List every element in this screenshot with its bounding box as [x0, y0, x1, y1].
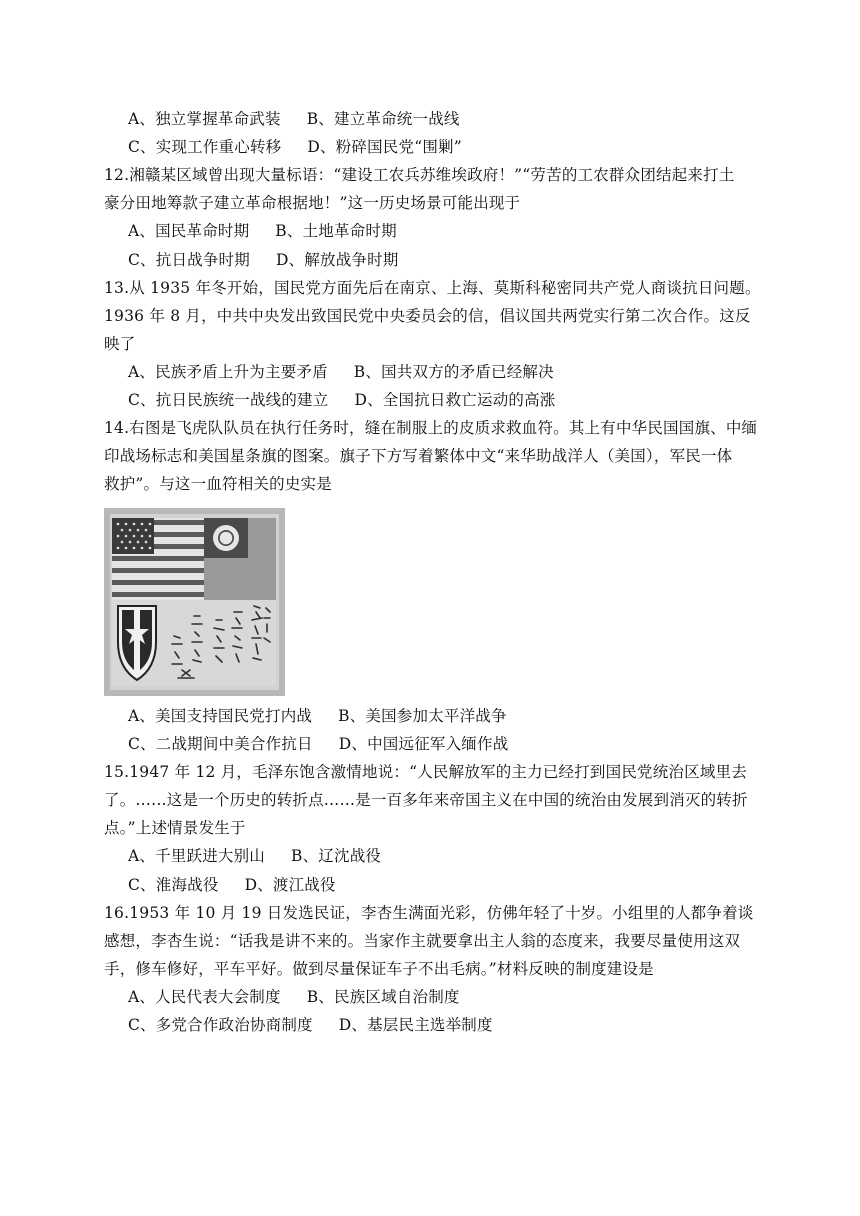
q12-stem-line-2: 豪分田地筹款子建立革命根据地！”这一历史场景可能出现于 [104, 194, 521, 212]
q15-stem-line-3: 点。”上述情景发生于 [104, 819, 246, 837]
q13-stem-line-1: 13.从 1935 年冬开始，国民党方面先后在南京、上海、莫斯科秘密同共产党人商谈抗日问题。 [104, 279, 761, 297]
q16-option-d: D、基层民主选举制度 [338, 1016, 493, 1034]
q13-option-a: A、民族矛盾上升为主要矛盾 [128, 363, 328, 381]
q16-stem-line-3: 手，修车修好，平车平好。做到尽量保证车子不出毛病。”材料反映的制度建设是 [104, 960, 654, 978]
q11-option-a: A、独立掌握革命武装 [128, 110, 281, 128]
q13-option-b: B、国共双方的矛盾已经解决 [353, 363, 554, 381]
q15-options-row-2 [128, 875, 788, 895]
q13-option-c: C、抗日民族统一战线的建立 [128, 391, 329, 409]
q15-options-row-1 [128, 846, 788, 866]
q14-stem-line-2: 印战场标志和美国星条旗的图案。旗子下方写着繁体中文“来华助战洋人（美国），军民一体 [104, 447, 733, 465]
q14-stem-line-1: 14.右图是飞虎队队员在执行任务时，缝在制服上的皮质求救血符。其上有中华民国国旗、中缅 [104, 419, 758, 437]
q12-option-c: C、抗日战争时期 [128, 251, 250, 269]
q15-option-c: C、淮海战役 [128, 876, 219, 894]
q11-option-b: B、建立革命统一战线 [306, 110, 460, 128]
q15-stem-line-1: 15.1947 年 12 月，毛泽东饱含激情地说：“人民解放军的主力已经打到国民党统治区域里去 [104, 763, 747, 781]
q15-option-a: A、千里跃进大别山 [128, 847, 265, 865]
q11-options-row-1 [128, 109, 788, 129]
q16-stem-line-1: 16.1953 年 10 月 19 日发选民证，李杏生满面光彩，仿佛年轻了十岁。小组里的人都争着谈 [104, 904, 754, 922]
q14-stem-line-3: 救护”。与这一血符相关的史实是 [104, 475, 332, 493]
q12-option-a: A、国民革命时期 [128, 222, 250, 240]
q13-options-row-2 [128, 390, 788, 410]
q14-option-d: D、中国远征军入缅作战 [338, 735, 509, 753]
q13-stem-line-2: 1936 年 8 月，中共中央发出致国民党中央委员会的信，倡议国共两党实行第二次合作。这反 [104, 307, 751, 325]
q12-option-b: B、土地革命时期 [275, 222, 397, 240]
q12-options-row-1 [128, 221, 788, 241]
q15-option-d: D、渡江战役 [244, 876, 336, 894]
q13-options-row-1 [128, 362, 788, 382]
q15-stem-line-2: 了。……这是一个历史的转折点……是一百多年来帝国主义在中国的统治由发展到消灭的转折 [104, 791, 748, 809]
q16-option-c: C、多党合作政治协商制度 [128, 1016, 313, 1034]
q16-options-row-2 [128, 1015, 788, 1035]
blood-chit-flag-image [104, 508, 285, 696]
q12-option-d: D、解放战争时期 [275, 251, 399, 269]
q16-stem-line-2: 感想，李杏生说：“话我是讲不来的。当家作主就要拿出主人翁的态度来，我要尽量使用这双 [104, 932, 741, 950]
q12-options-row-2 [128, 250, 788, 270]
q14-option-a: A、美国支持国民党打内战 [128, 707, 313, 725]
q14-option-c: C、二战期间中美合作抗日 [128, 735, 313, 753]
q13-option-d: D、全国抗日救亡运动的高涨 [354, 391, 556, 409]
q12-stem-line-1: 12.湘赣某区域曾出现大量标语：“建设工农兵苏维埃政府！”“劳苦的工农群众团结起来打土 [104, 166, 735, 184]
blood-chit-flag-icon [104, 508, 285, 696]
q14-options-row-1 [128, 706, 788, 726]
q16-options-row-1 [128, 987, 788, 1007]
q14-option-b: B、美国参加太平洋战争 [338, 707, 507, 725]
q11-options-row-2 [128, 137, 788, 157]
q16-option-a: A、人民代表大会制度 [128, 988, 281, 1006]
q11-option-c: C、实现工作重心转移 [128, 138, 282, 156]
q16-option-b: B、民族区域自治制度 [306, 988, 460, 1006]
q14-options-row-2 [128, 734, 788, 754]
q15-option-b: B、辽沈战役 [291, 847, 382, 865]
q13-stem-line-3: 映了 [104, 335, 136, 353]
q11-option-d: D、粉碎国民党“围剿” [307, 138, 462, 156]
